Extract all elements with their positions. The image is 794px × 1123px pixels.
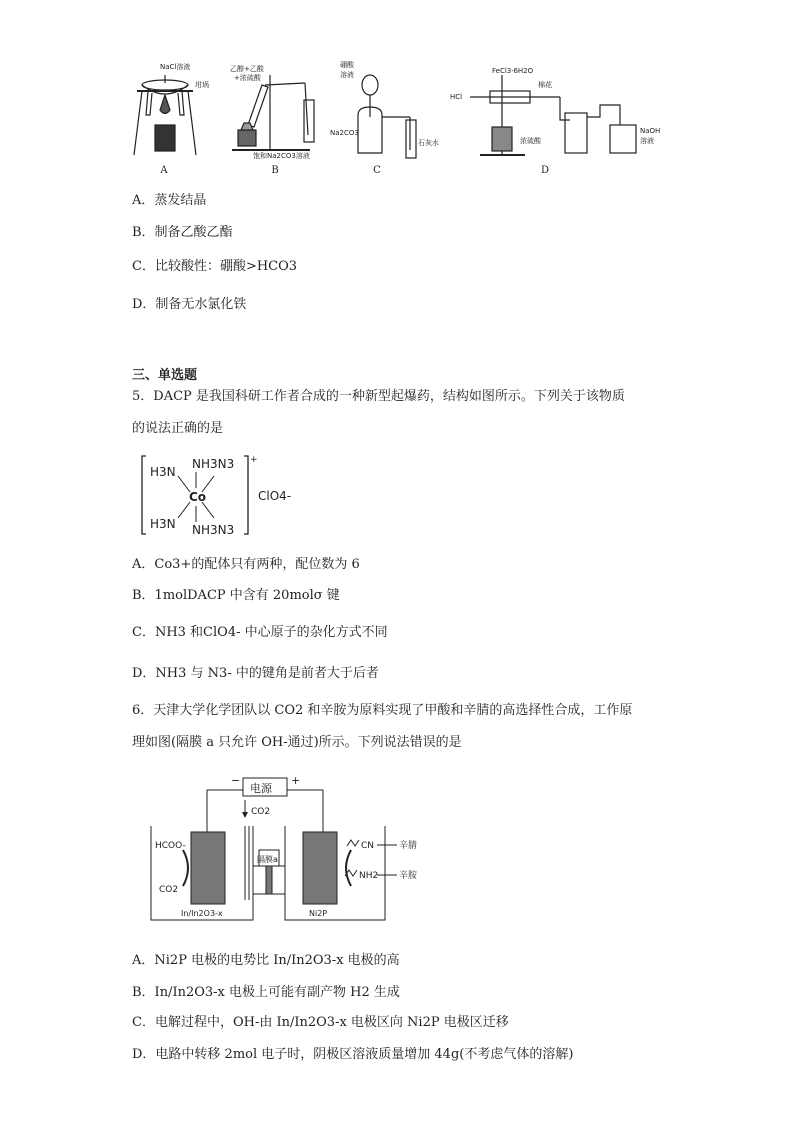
complex-charge: + (250, 455, 258, 465)
d-salt-label: FeCl3·6H2O (492, 67, 534, 75)
q5-option-d: D．NH3 与 N3- 中的键角是前者大于后者 (132, 666, 379, 681)
fig-label-d: D (540, 165, 550, 176)
d-cotton-label: 棉花 (538, 81, 552, 89)
apparatus-d (450, 67, 660, 155)
q6-stem-2: 理如图(隔膜 a 只允许 OH-通过)所示。下列说法错误的是 (132, 735, 462, 750)
d-naoh-label-1: NaOH (640, 127, 661, 135)
co2-inlet-label: CO2 (251, 807, 271, 817)
section-title: 三、单选题 (132, 368, 198, 383)
power-label: 电源 (250, 782, 272, 795)
q6-option-c: C．电解过程中，OH-由 In/In2O3-x 电极区向 Ni2P 电极区迁移 (132, 1015, 509, 1030)
c-acid-label-2: 溶液 (340, 71, 354, 79)
ligand-bottom-right: NH3N3 (192, 523, 235, 537)
nitrile-name: 辛腈 (399, 841, 418, 851)
q6-option-b: B．In/In2O3-x 电极上可能有副产物 H2 生成 (132, 985, 400, 1000)
q6-option-d: D．电路中转移 2mol 电子时，阴极区溶液质量增加 44g(不考虑气体的溶解) (132, 1047, 574, 1062)
right-electrode (303, 832, 337, 904)
q5-stem-1: 5．DACP 是我国科研工作者合成的一种新型起爆药，结构如图所示。下列关于该物质 (132, 389, 625, 404)
q6-option-a: A．Ni2P 电极的电势比 In/In2O3-x 电极的高 (132, 953, 400, 968)
d-hcl-label: HCl (450, 93, 463, 101)
right-electrode-label: Ni2P (309, 909, 328, 918)
electrolysis-cell-drawing (145, 770, 445, 930)
apparatus-c (330, 60, 439, 158)
b-reagents-1: 乙醇+乙酸 (230, 65, 264, 73)
left-electrode (191, 832, 225, 904)
apparatus-figure (120, 55, 680, 180)
dacp-structure (140, 452, 310, 540)
membrane-label: 隔膜a (257, 855, 278, 864)
co2-left-label: CO2 (159, 885, 179, 895)
q6-stem-1: 6．天津大学化学团队以 CO2 和辛胺为原料实现了甲酸和辛腈的高选择性合成，工作原 (132, 703, 633, 718)
hcoo-label: HCOO- (155, 841, 186, 851)
positive-terminal: + (291, 774, 301, 787)
d-acid-label: 浓硫酸 (520, 137, 541, 145)
c-acid-label-1: 硼酸 (340, 61, 354, 69)
a-crucible-label: 坩埚 (195, 81, 209, 89)
electrolysis-cell-diagram (145, 770, 445, 930)
q5-option-b: B．1molDACP 中含有 20molσ 键 (132, 588, 340, 603)
apparatus-drawing (120, 55, 680, 180)
amine-formula: NH2 (359, 871, 379, 881)
c-limewater-label: 石灰水 (418, 139, 439, 147)
q4-option-c: C．比较酸性：硼酸>HCO3 (132, 259, 298, 274)
b-reagents-2: +浓硫酸 (234, 74, 261, 82)
left-electrode-label: In/In2O3-x (181, 909, 223, 918)
fig-label-b: B (271, 165, 279, 176)
dacp-structure-drawing (140, 452, 310, 540)
fig-label-a: A (160, 165, 168, 176)
q4-option-d: D．制备无水氯化铁 (132, 297, 247, 312)
fig-label-c: C (373, 165, 381, 176)
counter-anion: ClO4- (258, 489, 292, 503)
ligand-top-right: NH3N3 (192, 457, 235, 471)
ligand-top-left: H3N (150, 465, 176, 479)
q5-option-c: C．NH3 和ClO4- 中心原子的杂化方式不同 (132, 625, 388, 640)
central-atom: Co (189, 490, 207, 504)
a-solution-label: NaCl溶液 (160, 63, 191, 71)
q5-option-a: A．Co3+的配体只有两种，配位数为 6 (132, 557, 360, 572)
apparatus-b (230, 64, 314, 160)
d-naoh-label-2: 溶液 (640, 137, 654, 145)
negative-terminal: − (231, 774, 241, 787)
c-salt-label: Na2CO3 (330, 129, 359, 137)
b-receiver-label: 饱和Na2CO3溶液 (253, 152, 310, 160)
q5-stem-2: 的说法正确的是 (132, 421, 224, 436)
q4-option-b: B．制备乙酸乙酯 (132, 225, 233, 240)
apparatus-a (134, 62, 209, 155)
q4-option-a: A．蒸发结晶 (132, 193, 207, 208)
ligand-bottom-left: H3N (150, 517, 176, 531)
amine-name: 辛胺 (399, 871, 418, 881)
nitrile-formula: CN (361, 841, 375, 851)
